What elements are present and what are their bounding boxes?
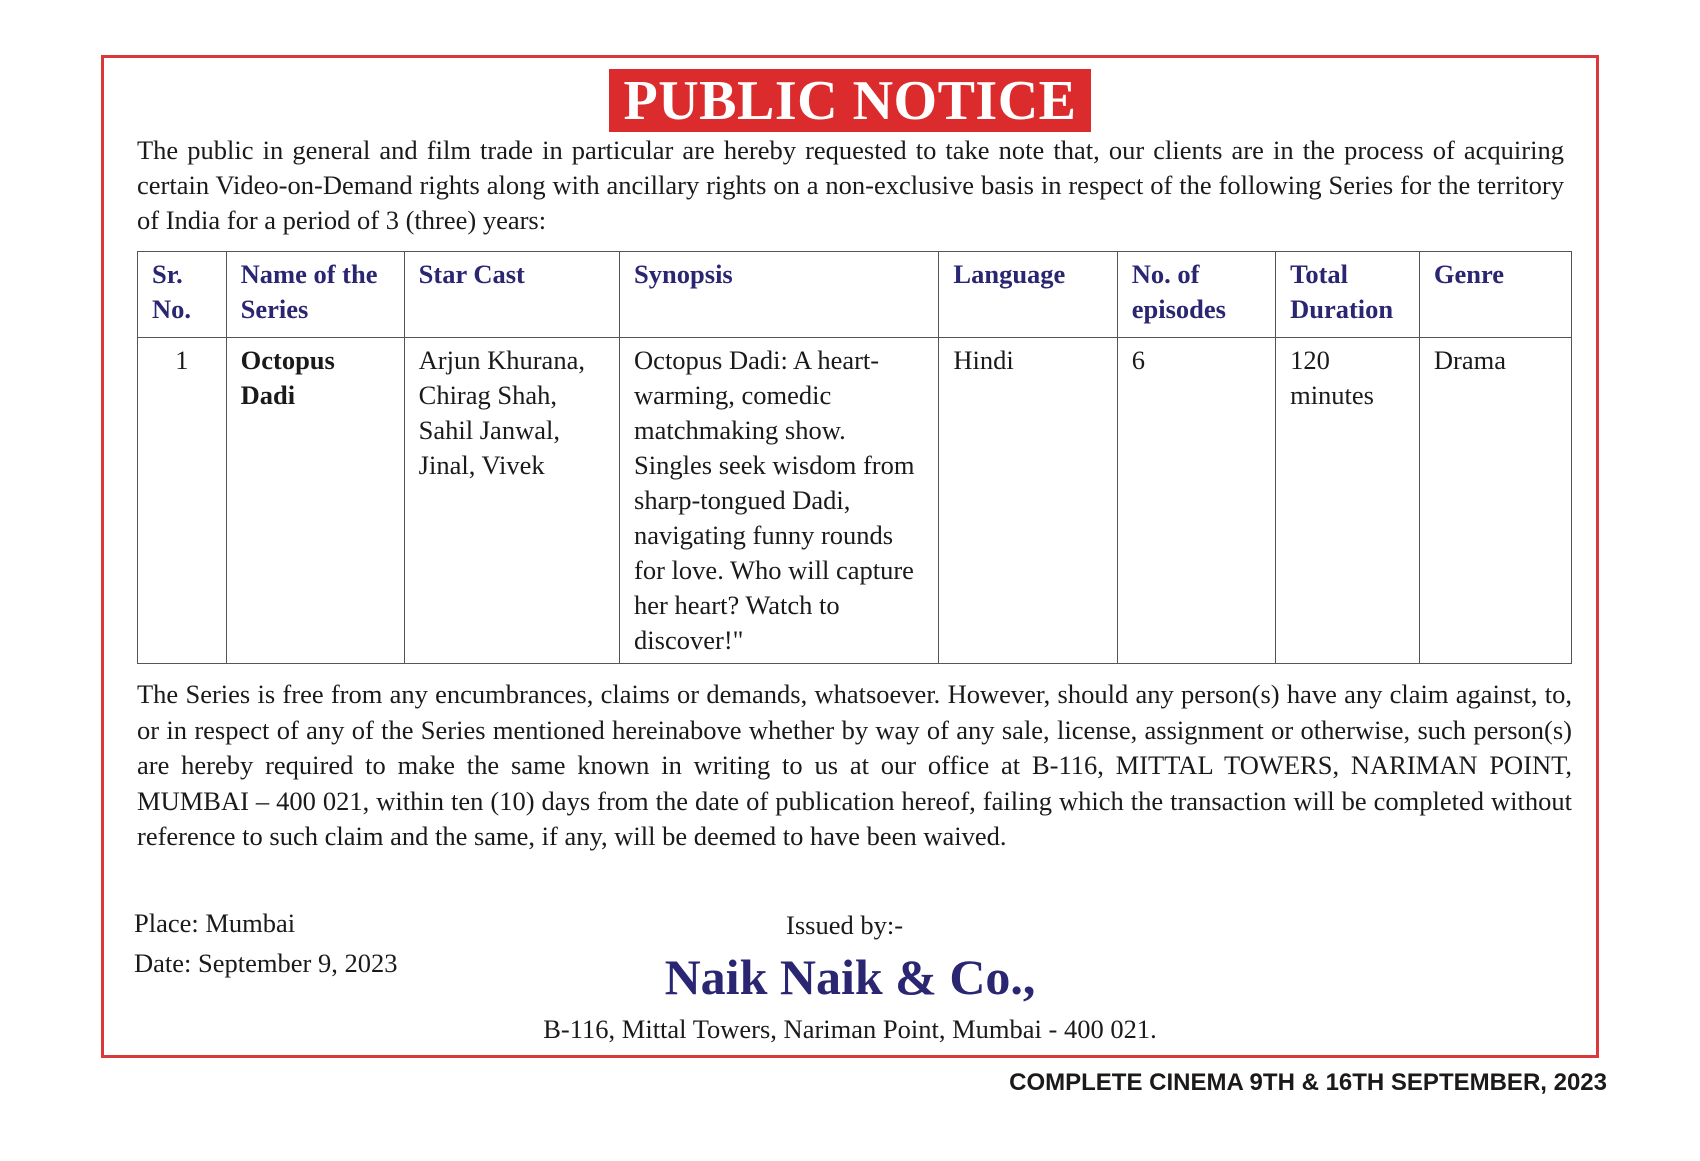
notice-title: PUBLIC NOTICE <box>609 69 1090 132</box>
intro-paragraph: The public in general and film trade in particular are hereby requested to take note that, our clients are in the process of acquiring certain Video-on-Demand rights along with ancillary rights on a non-exclusive basis in respect of the following Series for the territory of India for a period of 3 (three) years: <box>137 135 1564 235</box>
cell-language: Hindi <box>939 338 1117 664</box>
cell-duration: 120 minutes <box>1276 338 1420 664</box>
outro-paragraph: The Series is free from any encumbrances, claims or demands, whatsoever. However, should any person(s) have any claim against, to, or in respect of any of the Series mentioned hereinabove whether by way of any sale, license, assignment or otherwise, such person(s) are hereby required to make the same known in writing to us at our office at B-116, MITTAL TOWERS, NARIMAN POINT, MUMBAI – 400 021, within ten (10) days from the date of publication hereof, failing which the transaction will be completed without reference to such claim and the same, if any, will be deemed to have been waived. <box>137 679 1572 851</box>
header-language: Language <box>939 252 1117 338</box>
header-series-name: Name of the Series <box>226 252 404 338</box>
cell-episodes: 6 <box>1117 338 1275 664</box>
cell-genre: Drama <box>1419 338 1571 664</box>
cell-series-name: Octopus Dadi <box>226 338 404 664</box>
series-table <box>137 251 1572 664</box>
cell-sr-no: 1 <box>138 338 227 664</box>
firm-address: B-116, Mittal Towers, Nariman Point, Mumbai - 400 021. <box>543 1014 1157 1044</box>
table-row <box>138 338 1572 664</box>
header-synopsis: Synopsis <box>620 252 939 338</box>
place-line: Place: Mumbai <box>134 908 296 938</box>
header-sr-no: Sr. No. <box>138 252 227 338</box>
firm-name: Naik Naik & Co., <box>664 949 1036 1005</box>
cell-star-cast: Arjun Khurana, Chirag Shah, Sahil Janwal, Jinal, Vivek <box>404 338 619 664</box>
date-line: Date: September 9, 2023 <box>134 948 398 978</box>
title-wrapper <box>104 69 1596 132</box>
header-genre: Genre <box>1419 252 1571 338</box>
header-episodes: No. of episodes <box>1117 252 1275 338</box>
issued-by-label: Issued by:- <box>786 910 904 940</box>
header-star-cast: Star Cast <box>404 252 619 338</box>
table-header-row <box>138 252 1572 338</box>
cell-synopsis: Octopus Dadi: A heart-warming, comedic matchmaking show. Singles seek wisdom from sharp-tongued Dadi, navigating funny rounds for love. Who will capture her heart? Watch to discover!" <box>620 338 939 664</box>
header-duration: Total Duration <box>1276 252 1420 338</box>
publication-footer: COMPLETE CINEMA 9TH & 16TH SEPTEMBER, 2023 <box>1009 1069 1607 1096</box>
